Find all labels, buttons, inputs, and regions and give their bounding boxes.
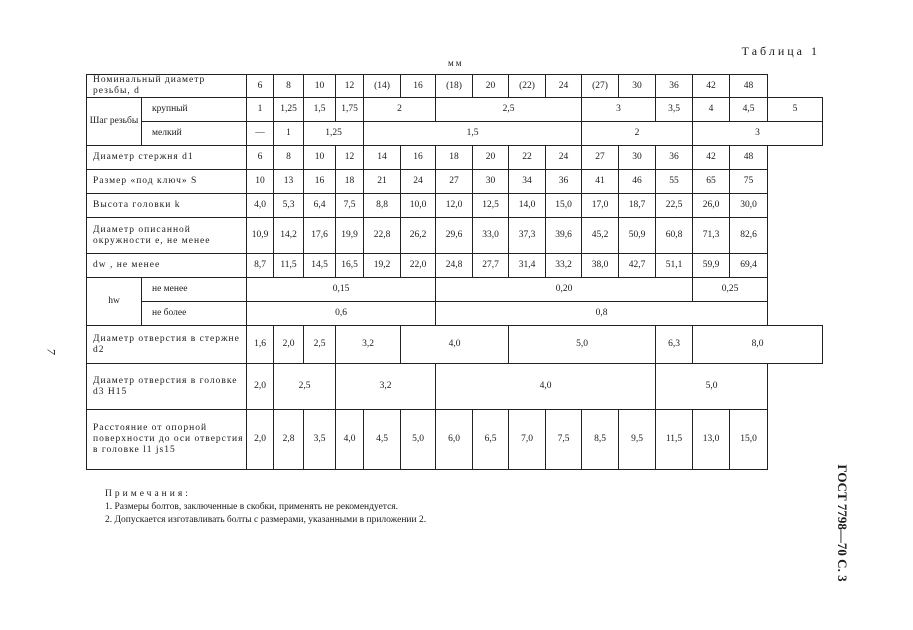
cell: —	[247, 122, 274, 146]
cell: 24,8	[436, 254, 473, 278]
cell: 14	[364, 146, 401, 170]
cell: 3	[582, 98, 656, 122]
cell: 33,2	[546, 254, 582, 278]
cell: 82,6	[730, 218, 768, 254]
cell: 48	[730, 75, 768, 98]
cell: 55	[656, 170, 693, 194]
cell: 36	[656, 146, 693, 170]
cell: 6,4	[304, 194, 336, 218]
cell: 10	[247, 170, 274, 194]
cell: 7,0	[509, 410, 546, 470]
cell: 6	[247, 146, 274, 170]
cell: 45,2	[582, 218, 619, 254]
row-label-d2: Диаметр отверстия в стержне d2	[87, 326, 247, 364]
cell: 13	[274, 170, 304, 194]
cell: 7,5	[546, 410, 582, 470]
cell: 0,25	[693, 278, 768, 302]
table-row-d1	[87, 146, 823, 170]
cell: 20	[473, 75, 509, 98]
row-label-s: Размер «под ключ» S	[87, 170, 247, 194]
cell: 30,0	[730, 194, 768, 218]
cell: 65	[693, 170, 730, 194]
cell: (18)	[436, 75, 473, 98]
cell: 1	[247, 98, 274, 122]
cell: 14,0	[509, 194, 546, 218]
table-row-pitch-fine	[87, 122, 823, 146]
cell: 11,5	[656, 410, 693, 470]
cell: 10,0	[401, 194, 436, 218]
row-sublabel-min: не менее	[142, 278, 247, 302]
cell: 13,0	[693, 410, 730, 470]
cell: 31,4	[509, 254, 546, 278]
row-label-hw: hw	[87, 278, 142, 326]
cell: 12	[336, 75, 364, 98]
cell: 4,5	[364, 410, 401, 470]
cell: 12	[336, 146, 364, 170]
table-row-l1	[87, 410, 823, 470]
cell: 75	[730, 170, 768, 194]
cell: 5,0	[401, 410, 436, 470]
cell: 8	[274, 75, 304, 98]
cell: 6	[247, 75, 274, 98]
table-row-hw-max	[87, 302, 823, 326]
cell: 8,7	[247, 254, 274, 278]
cell: 30	[473, 170, 509, 194]
cell: 5,0	[509, 326, 656, 364]
cell: 15,0	[730, 410, 768, 470]
cell: 50,9	[619, 218, 656, 254]
cell: 10,9	[247, 218, 274, 254]
note-item: 2. Допускается изготавливать болты с размерами, указанными в приложении 2.	[105, 515, 427, 525]
cell: 0,6	[247, 302, 436, 326]
cell: 22,5	[656, 194, 693, 218]
cell: 2,5	[274, 364, 336, 410]
table-row-d3	[87, 364, 823, 410]
cell: 4,5	[730, 98, 768, 122]
cell: 4,0	[247, 194, 274, 218]
cell: 3,2	[336, 364, 436, 410]
notes-title: Примечания:	[105, 489, 191, 499]
cell: 15,0	[546, 194, 582, 218]
cell: (14)	[364, 75, 401, 98]
cell: 1,5	[364, 122, 582, 146]
cell: 22	[509, 146, 546, 170]
cell: 2	[364, 98, 436, 122]
cell: 42	[693, 75, 730, 98]
table-row-nominal-diameter	[87, 75, 823, 98]
cell: 16	[304, 170, 336, 194]
cell: 7,5	[336, 194, 364, 218]
cell: 37,3	[509, 218, 546, 254]
bolt-dimensions-table	[86, 74, 823, 470]
row-sublabel-fine: мелкий	[142, 122, 247, 146]
table-row-s	[87, 170, 823, 194]
cell: 3,5	[304, 410, 336, 470]
cell: 12,5	[473, 194, 509, 218]
table-row-pitch-coarse	[87, 98, 823, 122]
cell: 1	[274, 122, 304, 146]
cell: 34	[509, 170, 546, 194]
cell: 2,5	[436, 98, 582, 122]
table-row-hw-min	[87, 278, 823, 302]
table-row-dw	[87, 254, 823, 278]
cell: 6,3	[656, 326, 693, 364]
cell: 17,6	[304, 218, 336, 254]
cell: 30	[619, 146, 656, 170]
cell: 8	[274, 146, 304, 170]
cell: 1,6	[247, 326, 274, 364]
cell: 24	[401, 170, 436, 194]
cell: 8,0	[693, 326, 823, 364]
cell: 12,0	[436, 194, 473, 218]
cell: 2,0	[247, 410, 274, 470]
cell: 10	[304, 75, 336, 98]
row-label-d1: Диаметр стержня d1	[87, 146, 247, 170]
table-row-k	[87, 194, 823, 218]
cell: 27	[582, 146, 619, 170]
cell: 24	[546, 146, 582, 170]
unit-label: мм	[448, 58, 464, 68]
cell: 6,0	[436, 410, 473, 470]
cell: 48	[730, 146, 768, 170]
table-row-d2	[87, 326, 823, 364]
cell: 30	[619, 75, 656, 98]
cell: 8,8	[364, 194, 401, 218]
cell: 18,7	[619, 194, 656, 218]
cell: 4,0	[336, 410, 364, 470]
cell: 21	[364, 170, 401, 194]
table-caption: Таблица 1	[741, 44, 820, 58]
cell: 26,2	[401, 218, 436, 254]
cell: 69,4	[730, 254, 768, 278]
cell: 2,8	[274, 410, 304, 470]
cell: 2,5	[304, 326, 336, 364]
cell: 14,2	[274, 218, 304, 254]
cell: 4,0	[436, 364, 656, 410]
row-label-pitch: Шаг резьбы	[87, 98, 142, 146]
row-label-nominal-diameter: Номинальный диаметр резьбы, d	[87, 75, 247, 98]
cell: 4,0	[401, 326, 509, 364]
cell: 39,6	[546, 218, 582, 254]
cell: 22,8	[364, 218, 401, 254]
row-label-k: Высота головки k	[87, 194, 247, 218]
cell: 29,6	[436, 218, 473, 254]
row-label-e: Диаметр описанной окружности e, не менее	[87, 218, 247, 254]
row-sublabel-max: не более	[142, 302, 247, 326]
cell: 16,5	[336, 254, 364, 278]
cell: 18	[436, 146, 473, 170]
cell: 3,5	[656, 98, 693, 122]
notes-block	[105, 488, 426, 527]
cell: 8,5	[582, 410, 619, 470]
cell: 2	[582, 122, 693, 146]
cell: 1,25	[304, 122, 364, 146]
cell: 42,7	[619, 254, 656, 278]
cell: 10	[304, 146, 336, 170]
cell: 2,0	[274, 326, 304, 364]
cell: 42	[693, 146, 730, 170]
cell: 18	[336, 170, 364, 194]
cell: 33,0	[473, 218, 509, 254]
cell: 27	[436, 170, 473, 194]
cell: 59,9	[693, 254, 730, 278]
cell: 16	[401, 75, 436, 98]
cell: 1,25	[274, 98, 304, 122]
cell: 5	[768, 98, 823, 122]
note-item: 1. Размеры болтов, заключенные в скобки, применять не рекомендуется.	[105, 502, 399, 512]
row-label-d3: Диаметр отверстия в головке d3 H15	[87, 364, 247, 410]
cell: 11,5	[274, 254, 304, 278]
row-label-l1: Расстояние от опорной поверхности до оси отверстия в головке l1 js15	[87, 410, 247, 470]
cell: 22,0	[401, 254, 436, 278]
cell: 0,20	[436, 278, 693, 302]
cell: 26,0	[693, 194, 730, 218]
cell: 46	[619, 170, 656, 194]
cell: 6,5	[473, 410, 509, 470]
cell: 0,15	[247, 278, 436, 302]
cell: 36	[656, 75, 693, 98]
cell: 51,1	[656, 254, 693, 278]
cell: 20	[473, 146, 509, 170]
cell: 19,9	[336, 218, 364, 254]
cell: 4	[693, 98, 730, 122]
row-label-dw: dw , не менее	[87, 254, 247, 278]
cell: 14,5	[304, 254, 336, 278]
cell: 19,2	[364, 254, 401, 278]
cell: 3	[693, 122, 823, 146]
cell: 0,8	[436, 302, 768, 326]
cell: 1,5	[304, 98, 336, 122]
row-sublabel-coarse: крупный	[142, 98, 247, 122]
cell: 17,0	[582, 194, 619, 218]
cell: 5,0	[656, 364, 768, 410]
standard-side-header: ГОСТ 7798—70 С. 3	[835, 464, 850, 582]
cell: 24	[546, 75, 582, 98]
cell: (22)	[509, 75, 546, 98]
cell: 16	[401, 146, 436, 170]
cell: (27)	[582, 75, 619, 98]
cell: 9,5	[619, 410, 656, 470]
cell: 36	[546, 170, 582, 194]
table-row-e	[87, 218, 823, 254]
cell: 60,8	[656, 218, 693, 254]
cell: 38,0	[582, 254, 619, 278]
cell: 41	[582, 170, 619, 194]
cell: 2,0	[247, 364, 274, 410]
page-number: 7	[44, 348, 59, 355]
cell: 1,75	[336, 98, 364, 122]
cell: 5,3	[274, 194, 304, 218]
cell: 3,2	[336, 326, 401, 364]
cell: 71,3	[693, 218, 730, 254]
cell: 27,7	[473, 254, 509, 278]
